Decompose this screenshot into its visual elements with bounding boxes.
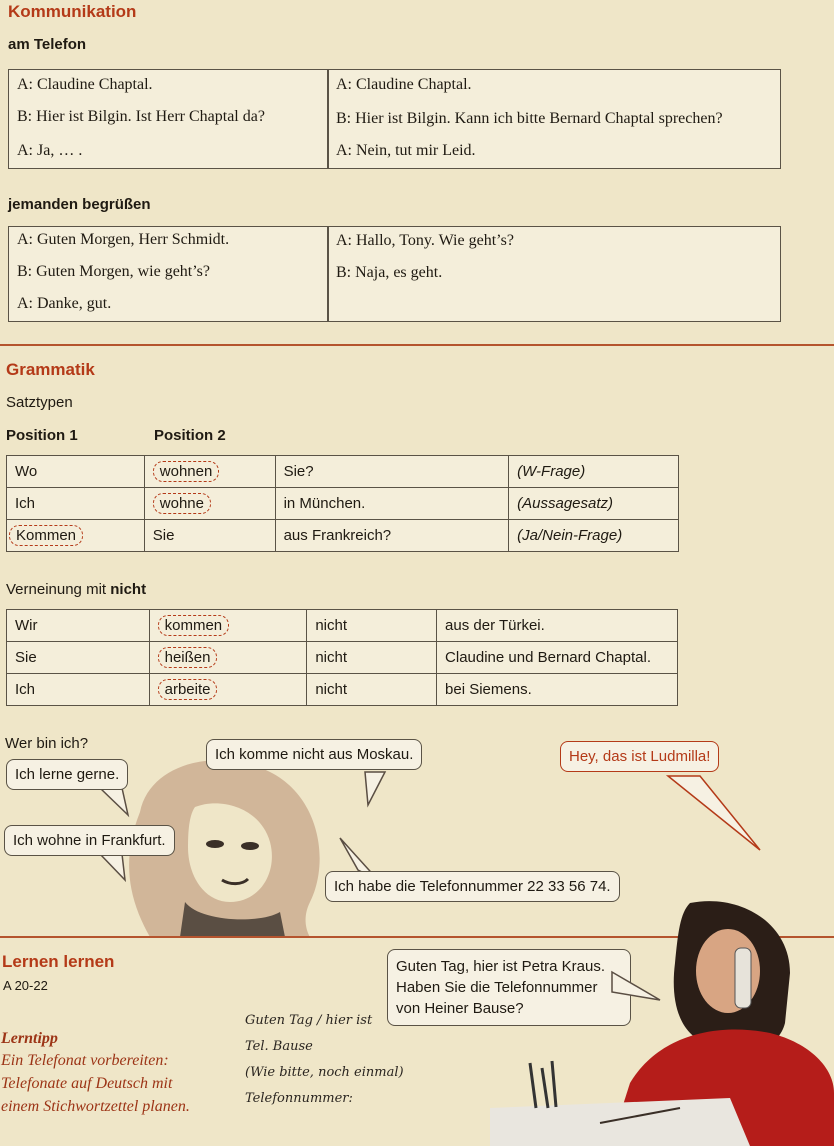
dialog-line: B: Guten Morgen, wie geht’s? bbox=[17, 263, 211, 280]
verb-highlight: Kommen bbox=[9, 525, 83, 546]
table-row bbox=[7, 456, 679, 488]
speech-bubble-moskau: Ich komme nicht aus Moskau. bbox=[206, 739, 422, 770]
handwritten-note: Guten Tag / hier ist bbox=[245, 1013, 373, 1028]
dialog-table-begruessen bbox=[8, 226, 781, 322]
section-title-kommunikation: Kommunikation bbox=[8, 2, 137, 21]
table-cell: nicht bbox=[307, 674, 437, 706]
speech-bubble-lerne: Ich lerne gerne. bbox=[6, 759, 128, 790]
table-cell: bei Siemens. bbox=[437, 674, 678, 706]
dialog-line: B: Hier ist Bilgin. Ist Herr Chaptal da? bbox=[17, 108, 265, 125]
verb-highlight: heißen bbox=[158, 647, 218, 668]
table-cell: (W-Frage) bbox=[509, 456, 679, 488]
table-row bbox=[7, 488, 679, 520]
table-cell: Sie bbox=[7, 642, 150, 674]
speech-bubble-ludmilla: Hey, das ist Ludmilla! bbox=[560, 741, 719, 772]
handwritten-note: Telefonnummer: bbox=[245, 1091, 353, 1106]
table-cell: in München. bbox=[275, 488, 509, 520]
table-cell: Sie bbox=[144, 520, 275, 552]
heading-verneinung bbox=[6, 581, 146, 598]
table-cell bbox=[7, 520, 145, 552]
table-cell bbox=[144, 488, 275, 520]
heading-satztypen: Satztypen bbox=[6, 394, 73, 411]
tip-line: Telefonate auf Deutsch mit bbox=[1, 1075, 173, 1092]
heading-verneinung-prefix: Verneinung mit bbox=[6, 581, 111, 598]
dialog-line: A: Nein, tut mir Leid. bbox=[336, 142, 476, 159]
bubble-line: Haben Sie die Telefonnummer bbox=[396, 979, 598, 996]
dialog-line: A: Danke, gut. bbox=[17, 295, 112, 312]
verb-highlight: wohnen bbox=[153, 461, 220, 482]
bubble-tail-petra bbox=[600, 960, 670, 1010]
dialog-line: A: Ja, … . bbox=[17, 142, 83, 159]
satztypen-table bbox=[6, 455, 679, 552]
table-cell: Wir bbox=[7, 610, 150, 642]
table-cell: nicht bbox=[307, 610, 437, 642]
heading-am-telefon: am Telefon bbox=[8, 36, 87, 53]
heading-begruessen: jemanden begrüßen bbox=[8, 196, 151, 213]
table-row bbox=[7, 520, 679, 552]
dialog-line: A: Claudine Chaptal. bbox=[17, 76, 153, 93]
page-reference: A 20-22 bbox=[3, 978, 48, 993]
table-cell: (Aussagesatz) bbox=[509, 488, 679, 520]
heading-wer-bin-ich: Wer bin ich? bbox=[5, 735, 89, 752]
heading-verneinung-bold: nicht bbox=[110, 581, 147, 598]
table-cell: nicht bbox=[307, 642, 437, 674]
table-cell bbox=[144, 456, 275, 488]
verb-highlight: wohne bbox=[153, 493, 211, 514]
tip-title: Lerntipp bbox=[1, 1030, 58, 1047]
handwritten-note: (Wie bitte, noch einmal) bbox=[245, 1065, 404, 1080]
table-row bbox=[7, 610, 678, 642]
table-cell: Ich bbox=[7, 674, 150, 706]
bubble-line: von Heiner Bause? bbox=[396, 1000, 524, 1017]
dialog-line: B: Naja, es geht. bbox=[336, 264, 443, 281]
table-cell bbox=[149, 674, 307, 706]
table-cell bbox=[149, 642, 307, 674]
table-cell bbox=[149, 610, 307, 642]
table-cell: Sie? bbox=[275, 456, 509, 488]
section-divider bbox=[0, 344, 834, 346]
speech-bubble-telefon: Ich habe die Telefonnummer 22 33 56 74. bbox=[325, 871, 620, 902]
table-cell: Claudine und Bernard Chaptal. bbox=[437, 642, 678, 674]
dialog-line: A: Claudine Chaptal. bbox=[336, 76, 472, 93]
tip-line: einem Stichwortzettel planen. bbox=[1, 1098, 190, 1115]
table-row bbox=[7, 674, 678, 706]
label-position-2: Position 2 bbox=[154, 427, 226, 444]
tip-line: Ein Telefonat vorbereiten: bbox=[1, 1052, 169, 1069]
table-cell: Wo bbox=[7, 456, 145, 488]
dialog-line: A: Guten Morgen, Herr Schmidt. bbox=[17, 231, 230, 248]
verb-highlight: kommen bbox=[158, 615, 230, 636]
table-cell: aus der Türkei. bbox=[437, 610, 678, 642]
verb-highlight: arbeite bbox=[158, 679, 218, 700]
table-row bbox=[7, 642, 678, 674]
verneinung-table bbox=[6, 609, 678, 706]
dialog-line: B: Hier ist Bilgin. Kann ich bitte Bernard Chaptal sprechen? bbox=[336, 110, 723, 127]
table-cell: (Ja/Nein-Frage) bbox=[509, 520, 679, 552]
section-title-grammatik: Grammatik bbox=[6, 360, 95, 379]
dialog-line: A: Hallo, Tony. Wie geht’s? bbox=[336, 232, 514, 249]
handwritten-note: Tel. Bause bbox=[245, 1039, 313, 1054]
section-title-lernen: Lernen lernen bbox=[2, 952, 115, 971]
bubble-line: Guten Tag, hier ist Petra Kraus. bbox=[396, 958, 605, 975]
table-cell: Ich bbox=[7, 488, 145, 520]
speech-bubble-frankfurt: Ich wohne in Frankfurt. bbox=[4, 825, 175, 856]
speech-bubble-petra bbox=[387, 949, 631, 1026]
label-position-1: Position 1 bbox=[6, 427, 78, 444]
dialog-table-telefon bbox=[8, 69, 781, 169]
table-cell: aus Frankreich? bbox=[275, 520, 509, 552]
